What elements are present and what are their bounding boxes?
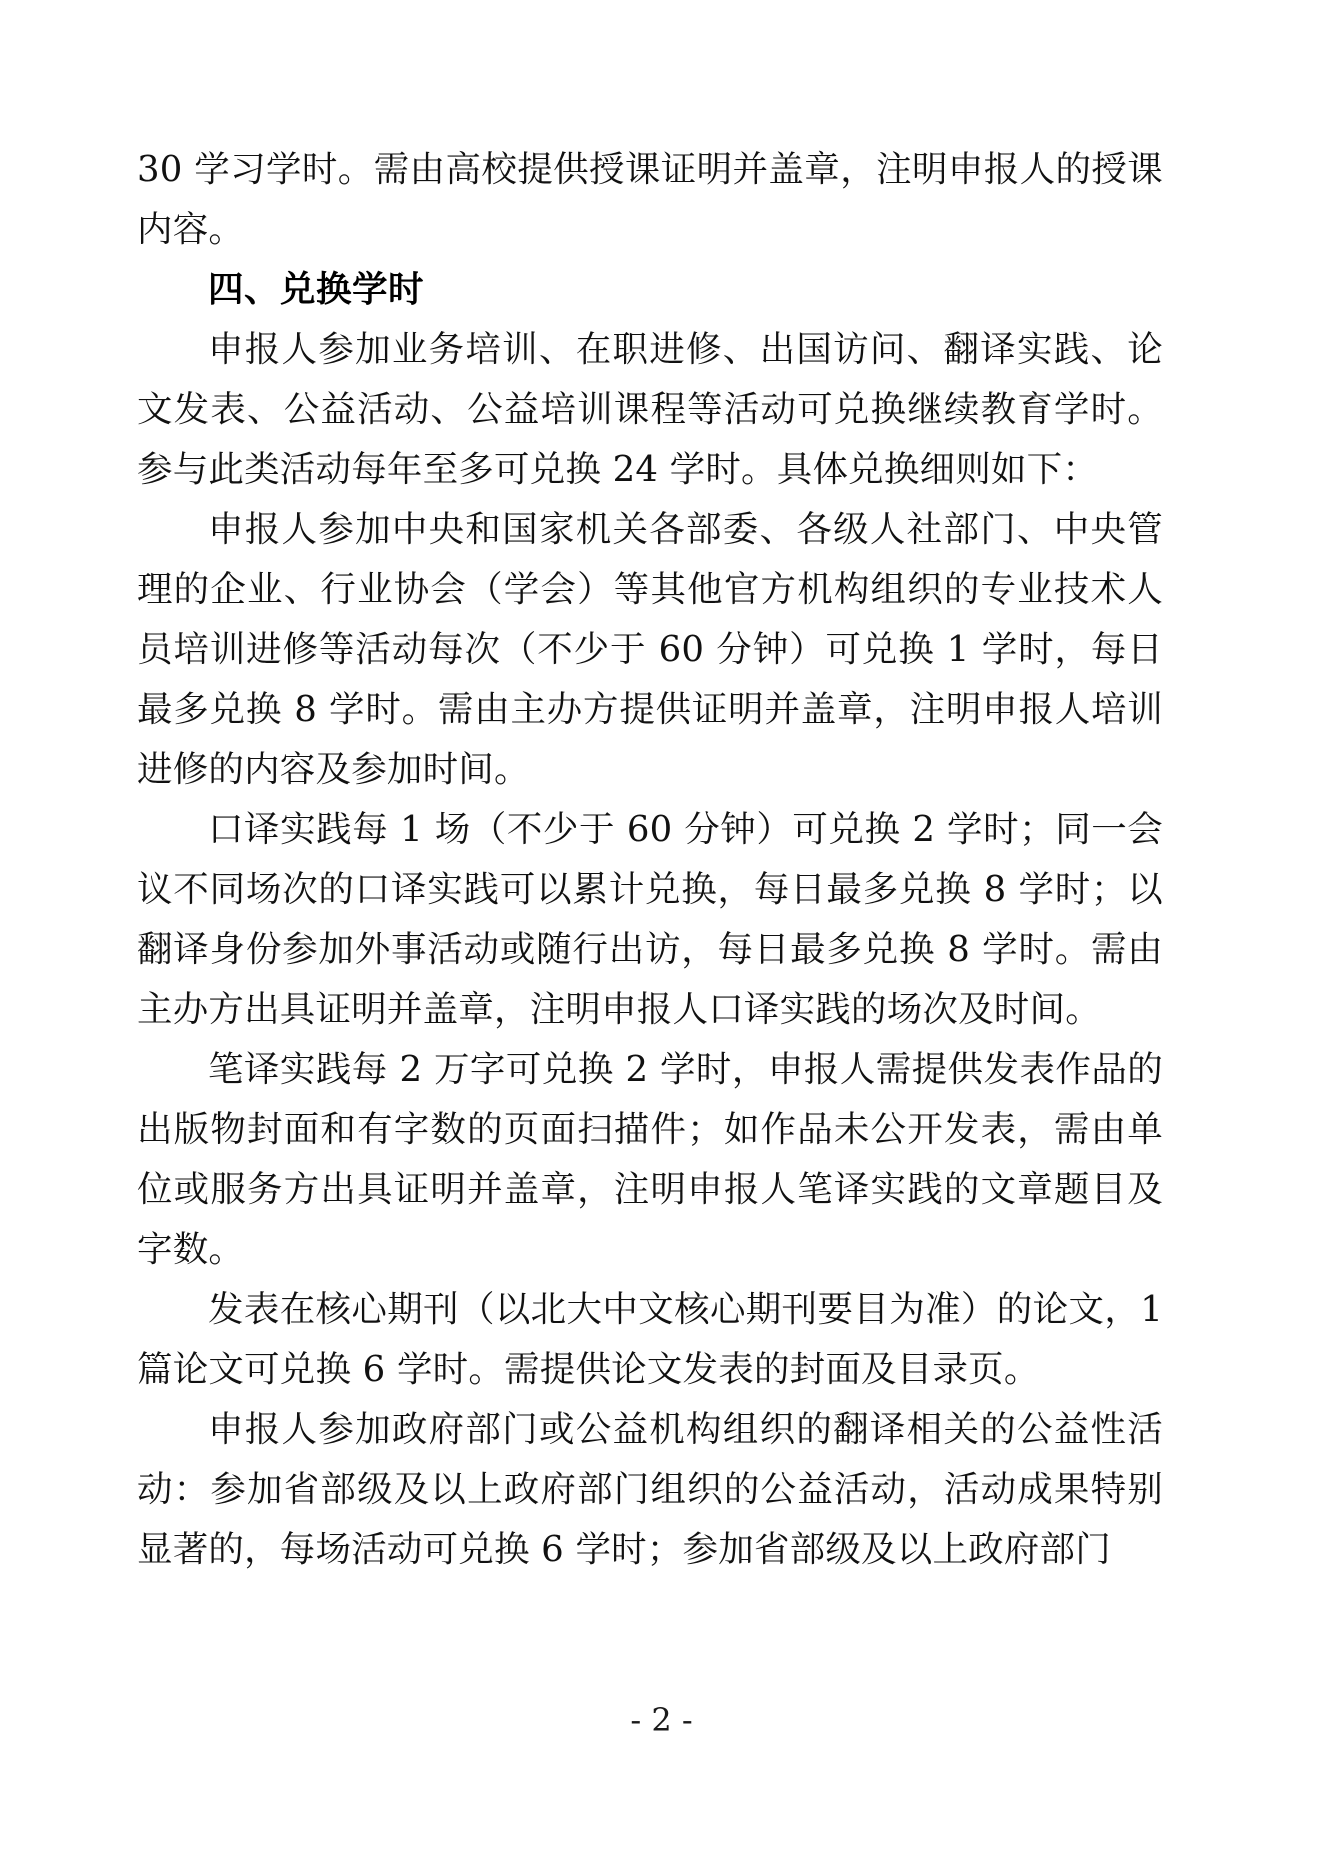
paragraph-core-journal-rules: 发表在核心期刊（以北大中文核心期刊要目为准）的论文，1 篇论文可兑换 6 学时。需提供论文发表的封面及目录页。 [137,1289,1163,1390]
paragraph-public-welfare-rules: 申报人参加政府部门或公益机构组织的翻译相关的公益性活动：参加省部级及以上政府部门组织的公益活动，活动成果特别显著的，每场活动可兑换 6 学时；参加省部级及以上政府部门 [137,1409,1163,1570]
paragraph-continued-text: 30 学习学时。需由高校提供授课证明并盖章，注明申报人的授课内容。 [137,149,1163,250]
section-heading-exchange-hours: 四、兑换学时 [208,269,425,310]
page-number: - 2 - [630,1701,693,1739]
paragraph-written-translation-rules: 笔译实践每 2 万字可兑换 2 学时，申报人需提供发表作品的出版物封面和有字数的页面扫描件；如作品未公开发表，需由单位或服务方出具证明并盖章，注明申报人笔译实践的文章题目及字数。 [137,1049,1163,1270]
paragraph-exchange-overview: 申报人参加业务培训、在职进修、出国访问、翻译实践、论文发表、公益活动、公益培训课程等活动可兑换继续教育学时。参与此类活动每年至多可兑换 24 学时。具体兑换细则如下： [137,329,1163,490]
paragraph-interpreting-rules: 口译实践每 1 场（不少于 60 分钟）可兑换 2 学时；同一会议不同场次的口译实践可以累计兑换，每日最多兑换 8 学时；以翻译身份参加外事活动或随行出访，每日最多兑换 8 学时。需由主办方出具证明并盖章，注明申报人口译实践的场次及时间。 [137,809,1163,1030]
page-body [137,140,1163,1580]
paragraph-training-rules: 申报人参加中央和国家机关各部委、各级人社部门、中央管理的企业、行业协会（学会）等其他官方机构组织的专业技术人员培训进修等活动每次（不少于 60 分钟）可兑换 1 学时，每日最多兑换 8 学时。需由主办方提供证明并盖章，注明申报人培训进修的内容及参加时间。 [137,509,1163,790]
